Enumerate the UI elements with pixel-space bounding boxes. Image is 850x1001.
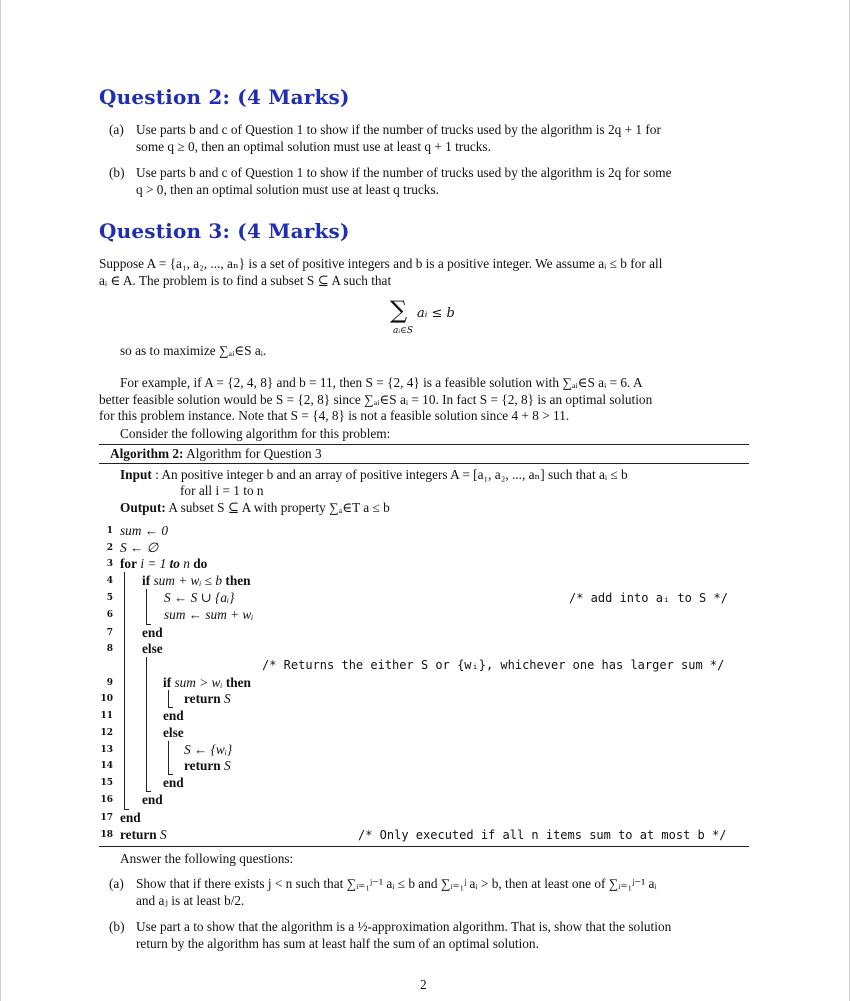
algorithm-output [120, 500, 390, 516]
algorithm-input [120, 467, 628, 483]
q3-intro [99, 256, 662, 289]
answer-part-a-label: (a) [109, 876, 124, 891]
alg-line-11: end [163, 708, 184, 723]
answer-part-b [109, 919, 754, 953]
kw-return: return [120, 827, 157, 842]
algorithm-caption-rule [99, 463, 749, 464]
alg-line-4 [142, 573, 251, 589]
line-number: 10 [100, 694, 113, 704]
line-number: 3 [106, 559, 113, 569]
inner-if-hook [168, 707, 173, 708]
answer-part-b-line1: Use part a to show that the algorithm is a ½-approximation algorithm. That is, show that the solution [136, 919, 672, 934]
output-label: Output: [120, 500, 166, 515]
maximize-text: so as to maximize ∑ₐᵢ∈S aᵢ. [120, 343, 267, 358]
line-number: 16 [100, 795, 113, 805]
input-label: Input [120, 467, 152, 482]
for-block-hook [124, 809, 129, 810]
answer-part-a-line2: and aⱼ is at least b/2. [136, 892, 245, 908]
q2-part-b [109, 165, 754, 199]
q2-part-a-line2: some q ≥ 0, then an optimal solution must use at least q + 1 trucks. [136, 138, 491, 154]
line-number: 6 [106, 610, 113, 620]
q2-part-a-label: (a) [109, 122, 124, 137]
q2-part-b-line2: q > 0, then an optimal solution must use at least q trucks. [136, 181, 439, 197]
line-number: 2 [106, 543, 113, 553]
kw-if: if [163, 675, 172, 690]
answer-intro: Answer the following questions: [120, 851, 294, 866]
answer-part-a-line1: Show that if there exists j < n such that ∑ᵢ₌₁ʲ⁻¹ aᵢ ≤ b and ∑ᵢ₌₁ʲ aᵢ > b, then at least one of ∑ᵢ₌₁ʲ⁻¹ aᵢ [136, 876, 657, 891]
kw-to: to [169, 556, 180, 571]
page-number: 2 [420, 977, 427, 992]
comment-returns: /* Returns the either S or {wᵢ}, whichever one has larger sum */ [262, 658, 725, 672]
for-block-bar [124, 572, 125, 810]
else-block-bar [146, 657, 147, 792]
alg-line-12: else [163, 725, 184, 740]
kw-then: then [225, 573, 251, 588]
alg-line-17: end [120, 810, 141, 825]
example-line3: for this problem instance. Note that S = {4, 8} is not a feasible solution since 4 + 8 > 11. [99, 408, 570, 423]
input-line1: : An positive integer b and an array of positive integers A = [a₁, a₂, ..., aₙ] such that aᵢ ≤ b [155, 467, 628, 482]
line-number: 11 [100, 711, 113, 721]
alg-line-13: S ← {wᵢ} [184, 742, 233, 757]
inner-if-bar [168, 690, 169, 708]
example-line1: For example, if A = {2, 4, 8} and b = 11, then S = {2, 4} is a feasible solution with ∑ₐᵢ∈S aᵢ = 6. A [120, 375, 643, 390]
line-number: 5 [106, 593, 113, 603]
kw-then: then [225, 675, 251, 690]
if-condition: sum + wᵢ ≤ b [153, 573, 223, 588]
algorithm-top-rule [99, 444, 749, 445]
q2-part-b-line1: Use parts b and c of Question 1 to show if the number of trucks used by the algorithm is 2q for some [136, 165, 672, 180]
inner-else-hook [168, 774, 173, 775]
consider-text: Consider the following algorithm for this problem: [120, 426, 391, 441]
if-block-bar [146, 589, 147, 625]
answer-part-a [109, 876, 754, 910]
kw-if: if [142, 573, 151, 588]
answer-part-b-label: (b) [109, 919, 125, 934]
line-number: 8 [106, 644, 113, 654]
kw-do: do [193, 556, 208, 571]
summation-expression: aᵢ ≤ b [417, 306, 455, 321]
if-condition: sum > wᵢ [174, 675, 223, 690]
alg-line-6: sum ← sum + wᵢ [164, 607, 254, 622]
summation-subscript: aᵢ∈S [393, 326, 414, 336]
line-number: 13 [100, 745, 113, 755]
inner-else-bar [168, 741, 169, 775]
summation-symbol: ∑ [390, 296, 408, 324]
alg-line-14 [184, 758, 231, 774]
comment-only-executed: /* Only executed if all n items sum to at most b */ [358, 828, 727, 842]
kw-for: for [120, 556, 137, 571]
q2-part-a-line1: Use parts b and c of Question 1 to show if the number of trucks used by the algorithm is 2q + 1 for [136, 122, 661, 137]
alg-line-15: end [163, 775, 184, 790]
alg-line-7: end [142, 625, 163, 640]
q3-intro-line1: Suppose A = {a₁, a₂, ..., aₙ} is a set of positive integers and b is a positive integer. We assume aᵢ ≤ b for all [99, 256, 663, 271]
alg-line-16: end [142, 792, 163, 807]
alg-line-2: S ← ∅ [120, 540, 159, 555]
return-value: S [224, 691, 231, 706]
algorithm-caption [110, 446, 322, 463]
input-line2: for all i = 1 to n [180, 483, 264, 498]
if-block-hook [146, 624, 151, 625]
kw-return: return [184, 758, 221, 773]
line-number: 1 [106, 526, 113, 536]
alg-line-10 [184, 691, 231, 707]
line-number: 9 [106, 678, 113, 688]
algorithm-caption-label: Algorithm 2: [110, 446, 184, 461]
alg-line-18 [120, 827, 167, 843]
algorithm-bottom-rule [99, 846, 749, 847]
q3-intro-line2: aᵢ ∈ A. The problem is to find a subset S ⊆ A such that [99, 272, 392, 288]
line-number: 7 [106, 628, 113, 638]
line-number: 4 [106, 576, 113, 586]
line-number: 15 [100, 778, 113, 788]
page-left-edge [0, 0, 1, 1001]
alg-line-1: sum ← 0 [120, 523, 169, 538]
return-value: S [160, 827, 167, 842]
else-block-hook [146, 791, 151, 792]
comment-add: /* add into aᵢ to S */ [569, 591, 728, 605]
answer-part-b-line2: return by the algorithm has sum at least half the sum of an optimal solution. [136, 935, 539, 951]
question-2-heading: Question 2: (4 Marks) [99, 85, 350, 109]
return-value: S [224, 758, 231, 773]
output-text: A subset S ⊆ A with property ∑ₐ∈T a ≤ b [168, 500, 390, 515]
alg-line-9 [163, 675, 251, 691]
example-line2: better feasible solution would be S = {2, 8} since ∑ₐᵢ∈S aᵢ = 10. In fact S = {2, 8} is an optimal solution [99, 391, 653, 407]
example-paragraph [99, 375, 652, 425]
alg-line-8: else [142, 641, 163, 656]
question-3-heading: Question 3: (4 Marks) [99, 219, 350, 243]
alg-line-3 [120, 556, 207, 572]
q2-part-b-label: (b) [109, 165, 125, 180]
line-number: 18 [100, 830, 113, 840]
q2-part-a [109, 122, 754, 156]
alg-line-5: S ← S ∪ {aᵢ} [164, 590, 235, 605]
kw-return: return [184, 691, 221, 706]
loop-range-end: n [183, 556, 190, 571]
line-number: 17 [100, 813, 113, 823]
line-number: 14 [100, 761, 113, 771]
line-number: 12 [100, 728, 113, 738]
algorithm-caption-title: Algorithm for Question 3 [186, 446, 322, 461]
loop-range-start: i = 1 [140, 556, 167, 571]
